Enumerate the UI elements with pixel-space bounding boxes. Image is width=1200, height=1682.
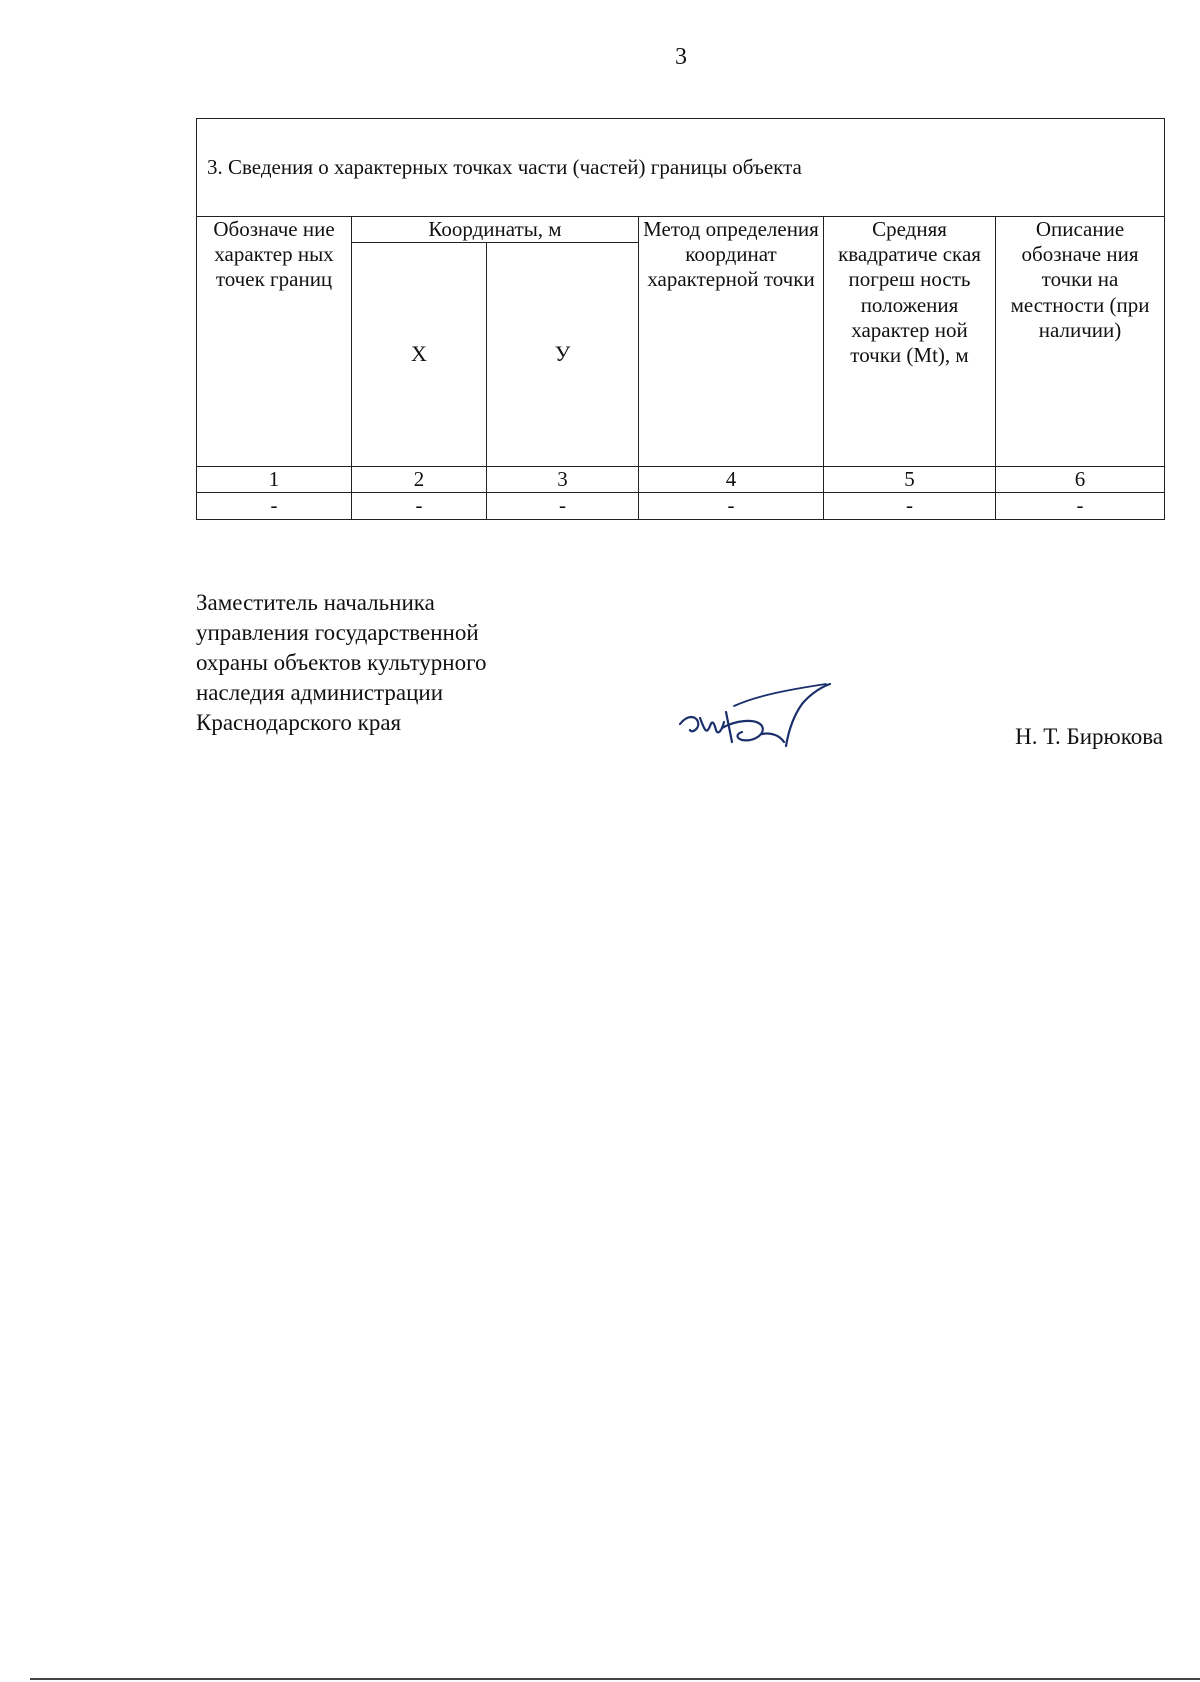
points-table [196,118,1165,520]
table-cell: - [639,493,824,519]
table-cell: - [487,493,639,519]
position-line: охраны объектов культурного [196,650,487,675]
characteristic-points-table [196,118,1164,520]
position-line: Краснодарского края [196,710,402,735]
position-line: наследия администрации [196,680,444,705]
column-number: 3 [487,467,639,493]
column-number: 6 [996,467,1165,493]
table-row [197,493,1165,519]
header-point-designation: Обозначе ние характер ных точек границ [197,217,352,467]
column-number: 2 [352,467,487,493]
column-number: 5 [824,467,996,493]
table-cell: - [824,493,996,519]
header-y: У [487,243,639,467]
table-cell: - [197,493,352,519]
column-number-row [197,467,1165,493]
position-line: Заместитель начальника [196,590,435,615]
section-title: 3. Сведения о характерных точках части (частей) границы объекта [197,119,1165,217]
page-number: 3 [675,44,687,70]
header-coordinates: Координаты, м [352,217,639,243]
footer-divider [30,1678,1200,1680]
column-number: 4 [639,467,824,493]
header-mean-square-error: Средняя квадратиче ская погреш ность положения характер ной точки (Mt), м [824,217,996,467]
header-method: Метод определения координат характерной точки [639,217,824,467]
position-line: управления государственной [196,620,479,645]
signer-name: Н. Т. Бирюкова [1015,724,1163,749]
handwritten-signature [676,676,832,760]
table-cell: - [996,493,1165,519]
table-cell: - [352,493,487,519]
column-number: 1 [197,467,352,493]
signer-position [196,588,486,738]
header-description: Описание обозначе ния точки на местности (при наличии) [996,217,1165,467]
header-x: X [352,243,487,467]
